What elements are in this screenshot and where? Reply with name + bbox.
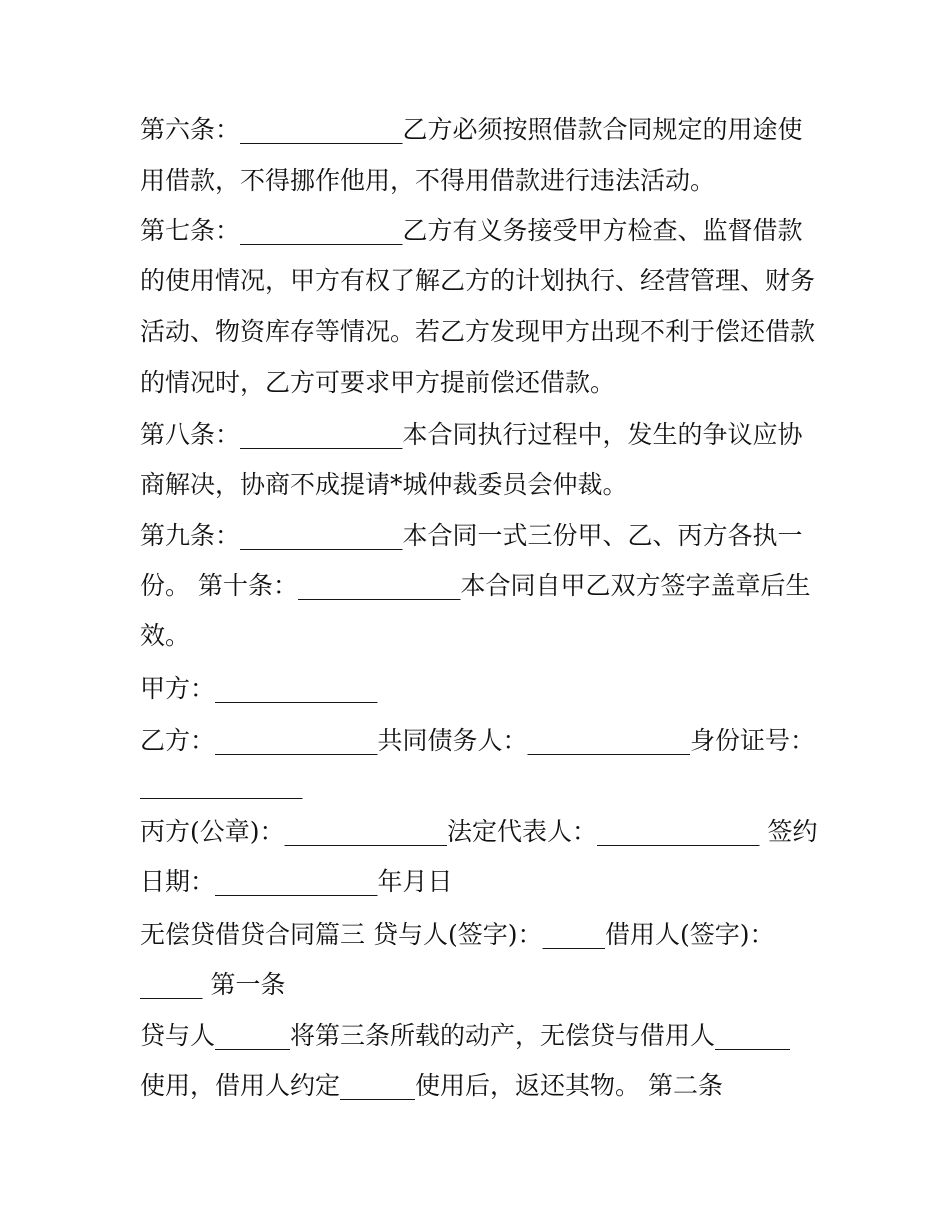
text-line: 贷与人______将第三条所载的动产，无偿贷与借用人______ xyxy=(140,1021,791,1050)
text-line: _____________ xyxy=(140,770,303,799)
text-line: 乙方：_____________共同债务人：_____________身份证号： xyxy=(140,726,816,755)
text-line: 商解决，协商不成提请*城仲裁委员会仲裁。 xyxy=(140,470,628,499)
text-line: _____ 第一条 xyxy=(140,970,286,999)
text-line: 效。 xyxy=(140,621,191,650)
text-line: 第六条：_____________乙方必须按照借款合同规定的用途使 xyxy=(140,115,803,144)
text-line: 的情况时，乙方可要求甲方提前偿还借款。 xyxy=(140,368,616,397)
text-line: 活动、物资库存等情况。若乙方发现甲方出现不利于偿还借款 xyxy=(140,317,816,346)
text-line: 用借款，不得挪作他用，不得用借款进行违法活动。 xyxy=(140,166,716,195)
text-line: 的使用情况，甲方有权了解乙方的计划执行、经营管理、财务 xyxy=(140,266,816,295)
text-line: 第七条：_____________乙方有义务接受甲方检查、监督借款 xyxy=(140,216,803,245)
text-line: 日期：_____________年月日 xyxy=(140,867,453,896)
text-line: 甲方：_____________ xyxy=(140,674,378,703)
text-line: 份。 第十条：_____________本合同自甲乙双方签字盖章后生 xyxy=(140,571,811,600)
text-line: 无偿贷借贷合同篇三 贷与人(签字)：_____借用人(签字)： xyxy=(140,920,775,949)
text-line: 第九条：_____________本合同一式三份甲、乙、丙方各执一 xyxy=(140,521,803,550)
text-line: 第八条：_____________本合同执行过程中，发生的争议应协 xyxy=(140,420,803,449)
text-line: 丙方(公章)：_____________法定代表人：_____________ 签约 xyxy=(140,817,818,846)
text-line: 使用，借用人约定______使用后，返还其物。 第二条 xyxy=(140,1071,723,1100)
